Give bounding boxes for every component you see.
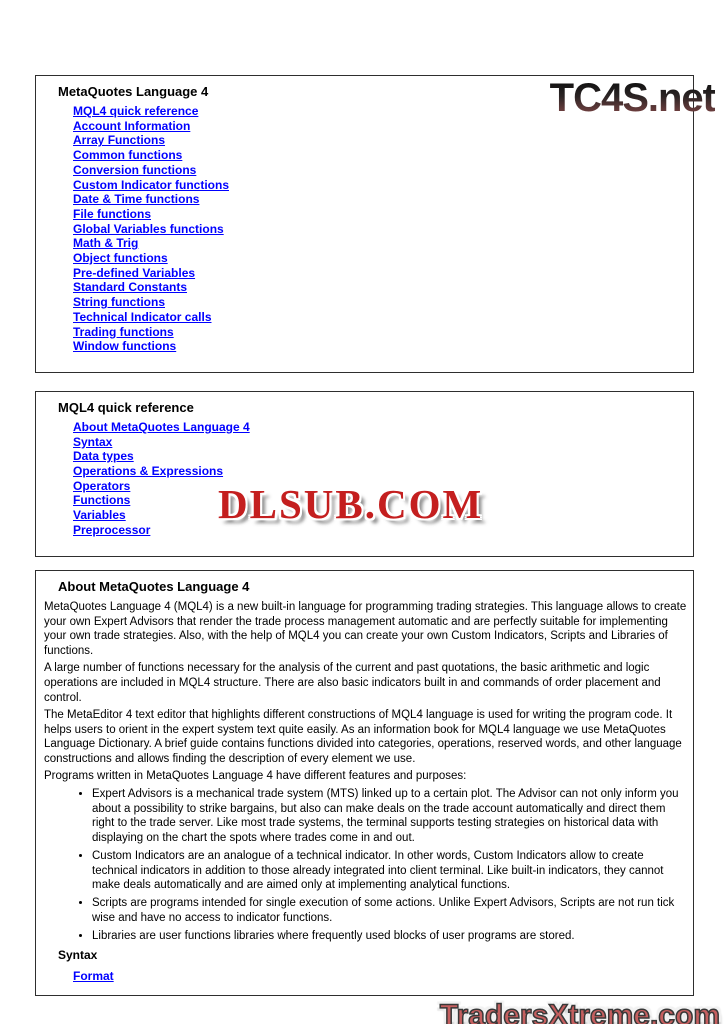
link-mql4-quick-reference[interactable]: MQL4 quick reference <box>73 104 199 118</box>
panel1-link-list <box>73 104 687 354</box>
link-custom-indicator-functions[interactable]: Custom Indicator functions <box>73 177 229 192</box>
link-functions[interactable]: Functions <box>73 493 131 508</box>
link-operations-expressions[interactable]: Operations & Expressions <box>73 464 224 479</box>
dlsub-watermark: DLSUB.COM <box>218 480 484 527</box>
link-file-functions[interactable]: File functions <box>73 206 151 221</box>
article-bullet-list <box>44 787 687 943</box>
link-standard-constants[interactable]: Standard Constants <box>73 280 188 295</box>
link-date-time-functions[interactable]: Date & Time functions <box>73 192 200 207</box>
link-syntax[interactable]: Syntax <box>73 434 113 449</box>
bullet-scripts: • Scripts are programs intended for single execution of some actions. Unlike Expert Advisors, Scripts are not run tick wise and have no access to indicator functions. <box>92 896 687 925</box>
article-title: About MetaQuotes Language 4 <box>58 578 250 594</box>
link-object-functions[interactable]: Object functions <box>73 251 168 266</box>
article-paragraph: A large number of functions necessary for the analysis of the current and past quotations, the basic arithmetic and logic operations are included in MQL4 structure. There are also basic indicators built in and commands of order placement and control. <box>44 662 661 704</box>
link-global-variables-functions[interactable]: Global Variables functions <box>73 221 224 236</box>
article-paragraph: The MetaEditor 4 text editor that highlights different constructions of MQL4 language is used for writing the program code. It helps users to orient in the expert system text quite easily. As an information book for MQL4 language we use MetaQuotes Language Dictionary. A brief guide contains functions divided into categories, operations, reserved words, and other language constructions and allows finding the description of every element we use. <box>44 709 682 765</box>
link-math-trig[interactable]: Math & Trig <box>73 236 139 251</box>
bullet-expert-advisors: • Expert Advisors is a mechanical trade system (MTS) linked up to a certain plot. The Advisor can not only inform you about a possibility to strike bargains, but also can make deals on the trade account automatically and direct them right to the trade server. Like most trade systems, the terminal supports testing strategies on historical data with displaying on the chart the spots where trades come in and out. <box>92 787 687 845</box>
panel-about-article <box>35 570 694 996</box>
syntax-subheading: Syntax <box>58 947 98 962</box>
link-technical-indicator-calls[interactable]: Technical Indicator calls <box>73 309 212 324</box>
site-logo-tradersxtreme: TradersXtreme.com <box>439 998 720 1024</box>
bullet-custom-indicators: • Custom Indicators are an analogue of a technical indicator. In other words, Custom Indicators allow to create technical indicators in addition to those already integrated into client terminal. Like built-in indicators, they cannot make deals automatically and are aimed only at implementing analytical functions. <box>92 849 687 893</box>
panel2-title: MQL4 quick reference <box>58 399 194 415</box>
page <box>0 75 724 1024</box>
link-array-functions[interactable]: Array Functions <box>73 133 166 148</box>
link-account-information[interactable]: Account Information <box>73 118 191 133</box>
link-about-metaquotes-language-4[interactable]: About MetaQuotes Language 4 <box>73 419 250 434</box>
link-data-types[interactable]: Data types <box>73 449 134 464</box>
link-window-functions[interactable]: Window functions <box>73 339 177 354</box>
article-paragraph: MetaQuotes Language 4 (MQL4) is a new built-in language for programming trading strategies. This language allows to create your own Expert Advisors that render the trade process management automatic and are perfectly suitable for implementing your own trade strategies. Also, with the help of MQL4 you can create your own Custom Indicators, Scripts and Libraries of functions. <box>44 600 687 657</box>
panel1-title: MetaQuotes Language 4 <box>58 84 209 99</box>
article-list-intro: Programs written in MetaQuotes Language 4 have different features and purposes: <box>44 770 467 783</box>
link-format[interactable]: Format <box>73 968 114 983</box>
panel-mql4-quick-reference <box>35 391 694 557</box>
bullet-libraries: • Libraries are user functions libraries where frequently used blocks of user programs are stored. <box>92 929 687 944</box>
link-common-functions[interactable]: Common functions <box>73 148 183 163</box>
link-variables[interactable]: Variables <box>73 508 126 523</box>
link-pre-defined-variables[interactable]: Pre-defined Variables <box>73 265 196 280</box>
site-logo-tc4s: TC4S.net <box>549 76 715 120</box>
link-string-functions[interactable]: String functions <box>73 295 165 310</box>
link-trading-functions[interactable]: Trading functions <box>73 324 174 339</box>
link-preprocessor[interactable]: Preprocessor <box>73 522 151 537</box>
link-operators[interactable]: Operators <box>73 478 131 493</box>
link-conversion-functions[interactable]: Conversion functions <box>73 162 197 177</box>
